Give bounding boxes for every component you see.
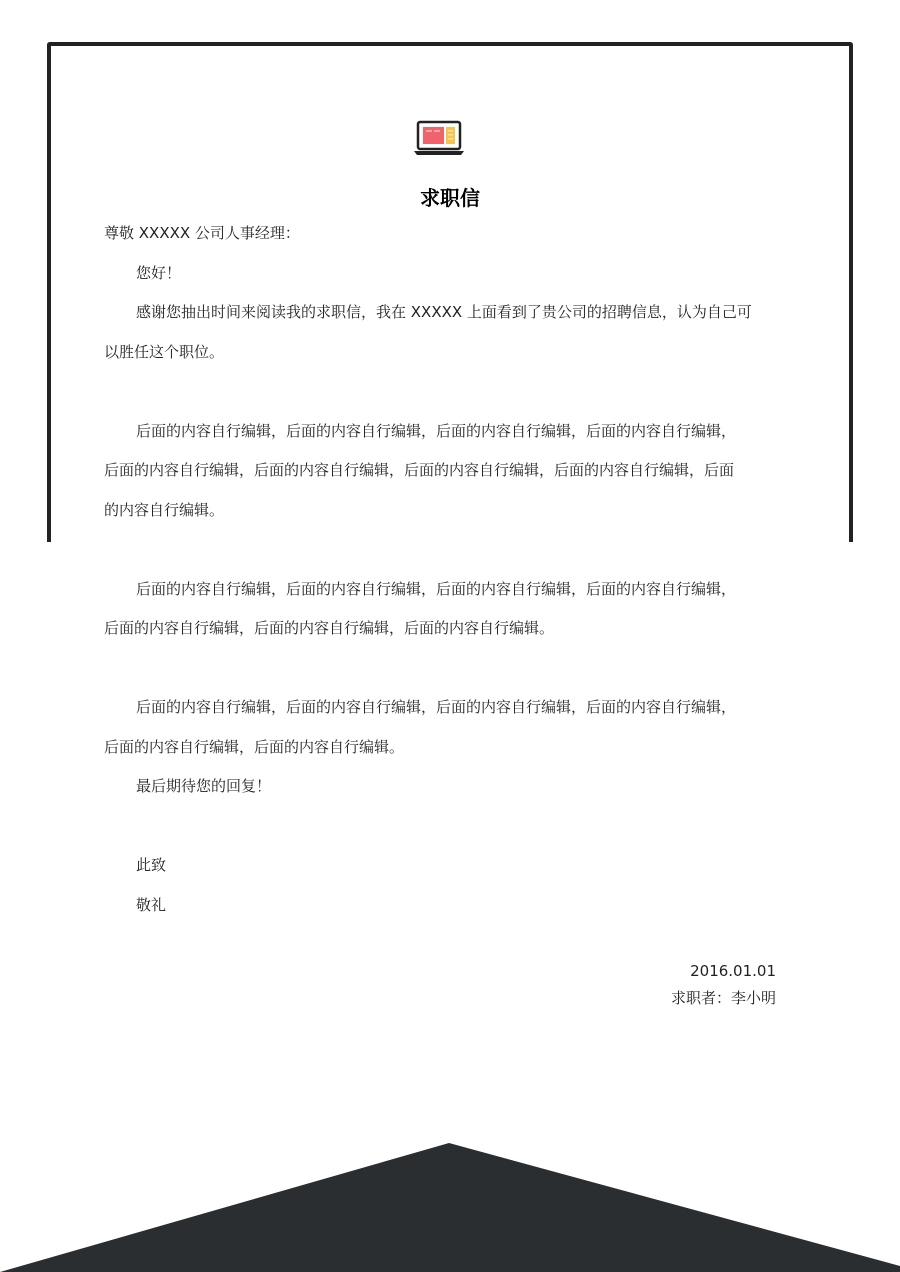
paragraph-2-line-2: 后面的内容自行编辑，后面的内容自行编辑，后面的内容自行编辑。 xyxy=(104,619,555,637)
paragraph-1-line-3: 的内容自行编辑。 xyxy=(104,501,225,519)
regards-line-2: 敬礼 xyxy=(136,896,167,914)
regards-line-1: 此致 xyxy=(136,856,167,874)
intro-line-1: 感谢您抽出时间来阅读我的求职信，我在 XXXXX 上面看到了贵公司的招聘信息，认为自己可 xyxy=(136,303,752,321)
paragraph-1-line-2: 后面的内容自行编辑，后面的内容自行编辑，后面的内容自行编辑，后面的内容自行编辑，后面 xyxy=(104,461,735,479)
paragraph-2-line-1: 后面的内容自行编辑，后面的内容自行编辑，后面的内容自行编辑，后面的内容自行编辑， xyxy=(136,580,737,598)
greeting: 您好！ xyxy=(136,264,182,282)
signature: 求职者：李小明 xyxy=(670,989,776,1007)
salutation: 尊敬 XXXXX 公司人事经理： xyxy=(104,224,300,242)
letter-title: 求职信 xyxy=(420,186,480,210)
paragraph-3-line-1: 后面的内容自行编辑，后面的内容自行编辑，后面的内容自行编辑，后面的内容自行编辑， xyxy=(136,698,737,716)
paragraph-1-line-1: 后面的内容自行编辑，后面的内容自行编辑，后面的内容自行编辑，后面的内容自行编辑， xyxy=(136,422,737,440)
closing-line: 最后期待您的回复！ xyxy=(136,777,272,795)
letter-date: 2016.01.01 xyxy=(690,962,776,980)
paragraph-3-line-2: 后面的内容自行编辑，后面的内容自行编辑。 xyxy=(104,738,405,756)
intro-line-2: 以胜任这个职位。 xyxy=(104,343,225,361)
